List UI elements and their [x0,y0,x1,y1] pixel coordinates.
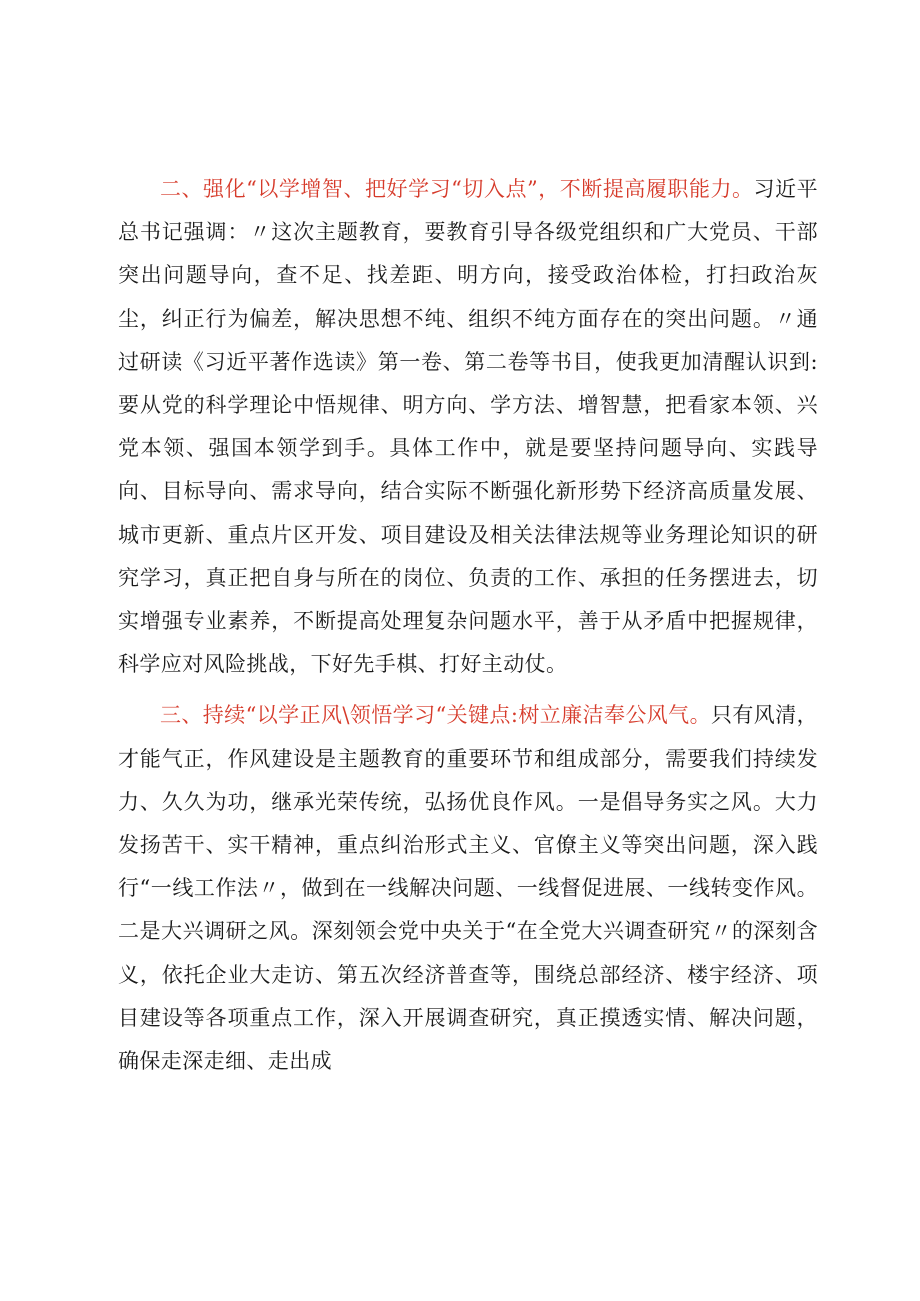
section-three-heading: 三、持续“以学正风\领悟学习“关键点:树立廉洁奉公风气。 [160,703,711,728]
section-three-paragraph [118,694,818,1083]
document-body [118,168,818,1091]
section-two-heading: 二、强化“以学增智、把好学习“切入点”，不断提高履职能力。 [160,177,754,201]
section-three-body: 只有风清，才能气正，作风建设是主题教育的重要环节和组成部分，需要我们持续发力、久久为功，继承光荣传统，弘扬优良作风。一是倡导务实之风。大力发扬苦干、实干精神，重点纠治形式主义、官僚主义等突出问题，深入践行“一线工作法〃，做到在一线解决问题、一线督促进展、一线转变作风。二是大兴调研之风。深刻领会党中央关于“在全党大兴调查研究〃的深刻含义，依托企业大走访、第五次经济普查等，围绕总部经济、楼宇经济、项目建设等各项重点工作，深入开展调查研究，真正摸透实情、解决问题，确保走深走细、走出成 [118,703,819,1074]
section-two-paragraph [118,168,818,686]
section-two-body: 习近平总书记强调：〃这次主题教育，要教育引导各级党组织和广大党员、干部突出问题导向，查不足、找差距、明方向，接受政治体检，打扫政治灰尘，纠正行为偏差，解决思想不纯、组织不纯方面存在的突出问题。〃通过研读《习近平著作选读》第一卷、第二卷等书目，使我更加清醒认识到:要从党的科学理论中悟规律、明方向、学方法、增智慧，把看家本领、兴党本领、强国本领学到手。具体工作中，就是要坚持问题导向、实践导向、目标导向、需求导向，结合实际不断强化新形势下经济高质量发展、城市更新、重点片区开发、项目建设及相关法律法规等业务理论知识的研究学习，真正把自身与所在的岗位、负责的工作、承担的任务摆进去，切实增强专业素养，不断提高处理复杂问题水平，善于从矛盾中把握规律，科学应对风险挑战，下好先手棋、打好主动仗。 [118,177,819,677]
